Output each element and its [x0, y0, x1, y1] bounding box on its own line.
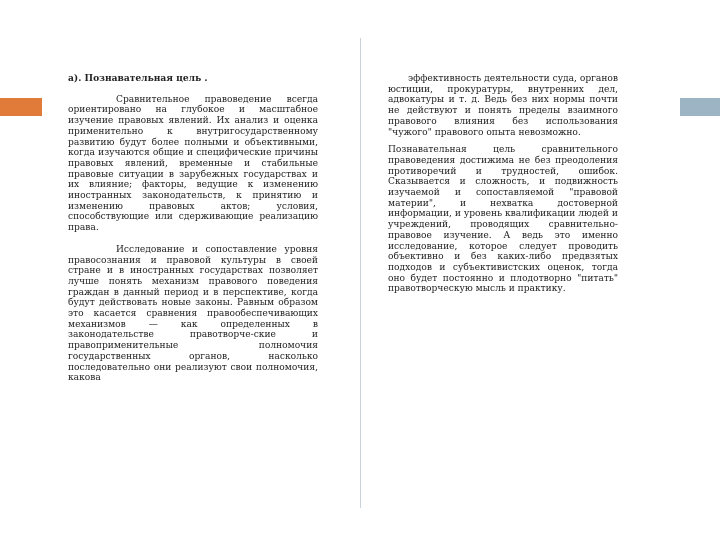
- section-heading: а). Познавательная цель .: [68, 73, 208, 84]
- right-text-column: [388, 74, 618, 295]
- left-text-column: [68, 74, 318, 384]
- right-paragraph-1: эффективность деятельности суда, органов юстиции, прокуратуры, внутренних дел, адвокатуры и т. д. Ведь без них нормы почти не действуют и понять пределы взаимного правового влияния без использования "чужого" правового опыта невозможно.: [388, 74, 618, 138]
- right-paragraph-2: Познавательная цель сравнительного правоведения достижима не без преодоления противоречий и трудностей, ошибок. Сказывается и сложность, и подвижность изучаемой и сопоставляемой "правовой материи", и нехватка достоверной информации, и уровень квалификации людей и учреждений, проводящих сравнительно-правовое изучение. А ведь это именно исследование, которое следует проводить объективно и без каких-либо предвзятых подходов и субъективистских оценок, тогда оно будет постоянно и плодотворно "питать" правотворческую мысль и практику.: [388, 145, 618, 295]
- column-divider: [360, 38, 361, 508]
- right-accent-bar: [680, 98, 720, 116]
- left-paragraph-2: Исследование и сопоставление уровня правосознания и правовой культуры в своей стране и в иностранных государствах позволяет лучше понять механизм правового поведения граждан в данный период и в перспективе, когда будут действовать новые законы. Равным образом это касается сравнения правообеспечивающих механизмов — как определенных в законодательстве правотворче-ские и правоприменительные полномочия государственных органов, насколько последовательно они реализуют свои полномочия, какова: [68, 244, 318, 384]
- left-paragraph-1: Сравнительное правоведение всегда ориентировано на глубокое и масштабное изучение правовых явлений. Их анализ и оценка применительно к внутригосударственному развитию будут более полными и объективными, когда изучаются общие и специфические причины правовых явлений, временные и стабильные правовые ситуации в зарубежных государствах и их влияние; факторы, ведущие к изменению иностранных законодательств, к принятию и изменению правовых актов; условия, способствующие или сдерживающие реализацию права.: [68, 94, 318, 234]
- left-accent-bar: [0, 98, 42, 116]
